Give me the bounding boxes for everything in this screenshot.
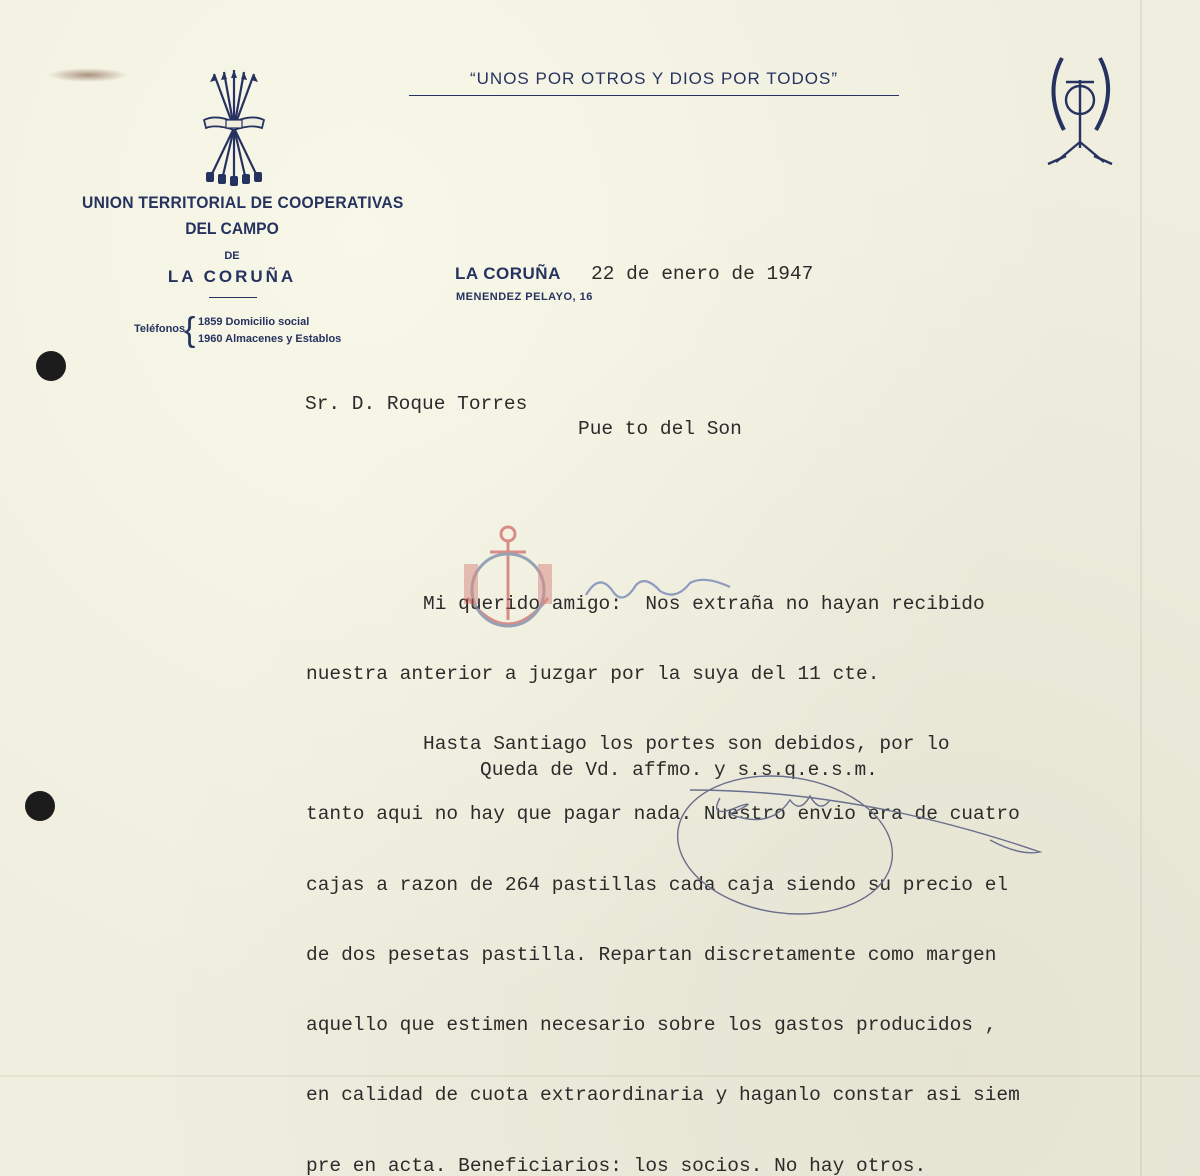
org-name-line4: LA CORUÑA: [167, 267, 297, 286]
archive-signature-watermark-icon: [580, 565, 740, 615]
body-line: en calidad de cuota extraordinaria y haganlo constar asi siem: [306, 1084, 1020, 1107]
body-line: pre en acta. Beneficiarios: los socios. No hay otros.: [306, 1154, 927, 1176]
body-line: de dos pesetas pastilla. Repartan discretamente como margen: [306, 943, 997, 966]
body-line: aquello que estimen necesario sobre los gastos producidos ,: [306, 1014, 997, 1037]
org-name-line2: DEL CAMPO: [185, 219, 279, 238]
paper-stain: [48, 68, 128, 82]
body-line: nuestra anterior a juzgar por la suya del 11 cte.: [306, 663, 880, 686]
org-divider: [209, 297, 257, 298]
body-line: Mi querido amigo: Nos extraña no hayan recibido: [306, 592, 985, 615]
org-name-line1: UNION TERRITORIAL DE COOPERATIVAS: [82, 193, 404, 212]
letter-closing: Queda de Vd. affmo. y s.s.q.e.s.m.: [480, 759, 878, 781]
phones-label: Teléfonos: [134, 323, 186, 335]
recipient-place: Pue to del Son: [578, 418, 742, 440]
motto-underline: [409, 95, 899, 96]
phones-brace: {: [184, 311, 196, 349]
fold-line-vertical: [1140, 0, 1142, 1176]
body-line: Hasta Santiago los portes son debidos, por lo: [306, 733, 950, 756]
punch-hole-bottom: [25, 791, 55, 821]
archive-anchor-stamp-icon: [458, 520, 558, 650]
handwritten-signature-icon: [660, 770, 1060, 920]
recipient-name: Sr. D. Roque Torres: [305, 393, 528, 415]
cooperative-emblem-icon: [1044, 52, 1116, 170]
motto: “UNOS POR OTROS Y DIOS POR TODOS”: [469, 69, 839, 88]
letterhead-address: MENENDEZ PELAYO, 16: [456, 291, 593, 303]
punch-hole-top: [36, 351, 66, 381]
body-line: cajas a razon de 264 pastillas cada caja siendo su precio el: [306, 873, 1009, 896]
yoke-arrows-emblem-icon: [196, 68, 272, 188]
letterhead-city: LA CORUÑA: [455, 264, 561, 283]
org-name-line3: DE: [224, 250, 240, 262]
phone-line-1: 1859 Domicilio social: [198, 316, 310, 328]
letter-date: 22 de enero de 1947: [591, 263, 814, 285]
phone-line-2: 1960 Almacenes y Establos: [198, 333, 342, 345]
body-line: tanto aqui no hay que pagar nada. Nuestro envio era de cuatro: [306, 803, 1020, 826]
